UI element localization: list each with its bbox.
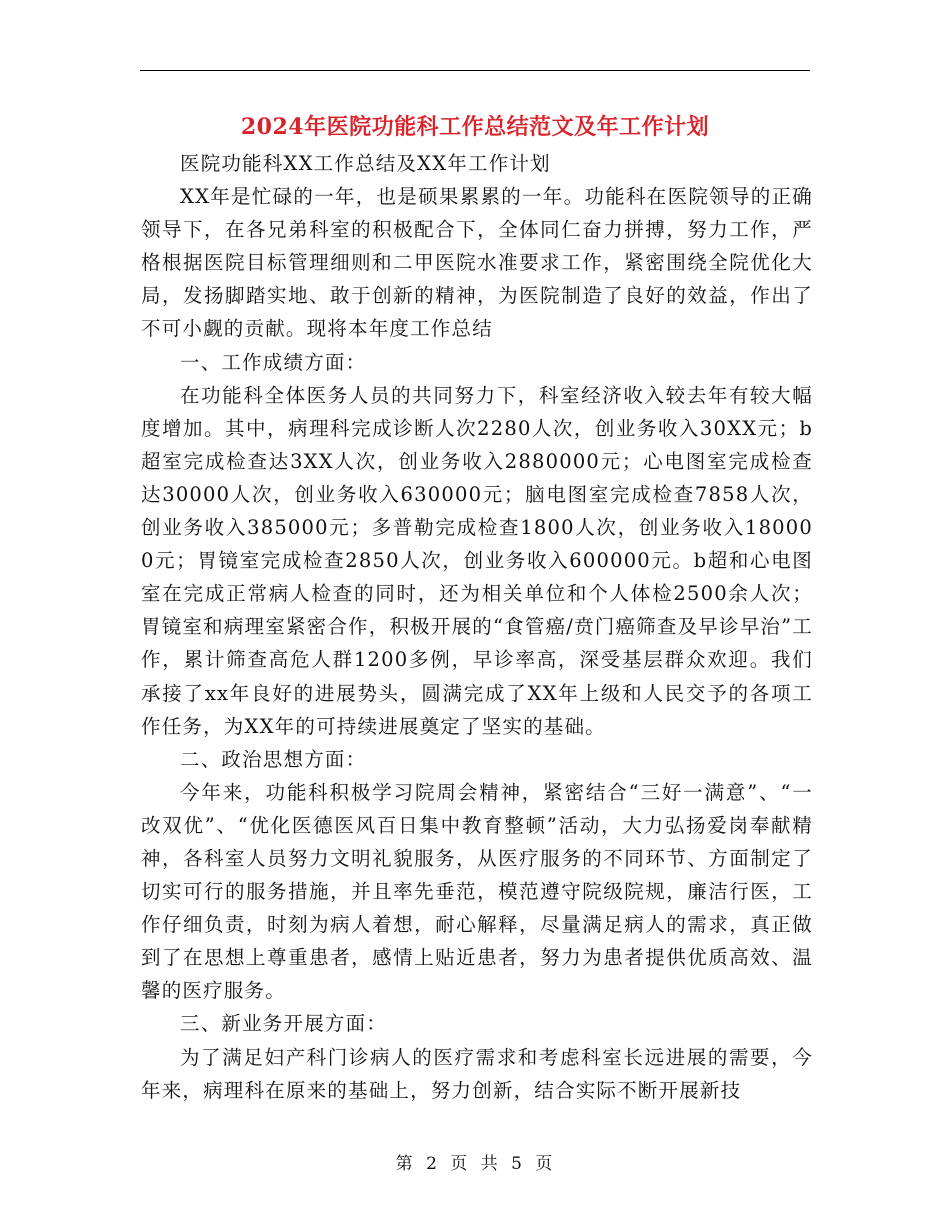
section-heading-achievements: 一、工作成绩方面： <box>180 350 367 374</box>
total-unit: 页 <box>535 1154 555 1174</box>
total-pages: 5 <box>511 1154 524 1174</box>
document-title: 2024年医院功能科工作总结范文及年工作计划 <box>240 114 710 140</box>
document-body <box>141 147 813 1107</box>
page-label: 第 <box>395 1154 415 1174</box>
page-number: 2 <box>426 1154 439 1174</box>
political-paragraph: 今年来，功能科积极学习院周会精神，紧密结合“三好一满意”、“一改双优”、“优化医德医风百日集中教育整顿”活动，大力弘扬爱岗奉献精神，各科室人员努力文明礼貌服务，从医疗服务的不同环节、方面制定了切实可行的服务措施，并且率先垂范，模范遵守院级院规，廉洁行医，工作仔细负责，时刻为病人着想，耐心解释，尽量满足病人的需求，真正做到了在思想上尊重患者，感情上贴近患者，努力为患者提供优质高效、温馨的医疗服务。 <box>141 780 813 1003</box>
section-heading-new-business: 三、新业务开展方面： <box>180 1012 388 1036</box>
intro-paragraph: XX年是忙碌的一年，也是硕果累累的一年。功能科在医院领导的正确领导下，在各兄弟科室的积极配合下，全体同仁奋力拼搏，努力工作，严格根据医院目标管理细则和二甲医院水准要求工作，紧密围绕全院优化大局，发扬脚踏实地、敢于创新的精神，为医院制造了良好的效益，作出了不可小觑的贡献。现将本年度工作总结 <box>141 185 813 341</box>
page-unit: 页 <box>450 1154 470 1174</box>
page-footer <box>0 1152 950 1176</box>
total-label: 共 <box>480 1154 500 1174</box>
achievements-paragraph: 在功能科全体医务人员的共同努力下，科室经济收入较去年有较大幅度增加。其中，病理科完成诊断人次2280人次，创业务收入30XX元；b超室完成检查达3XX人次，创业务收入2880000元；心电图室完成检查达30000人次，创业务收入630000元；脑电图室完成检查7858人次，创业务收入385000元；多普勒完成检查1800人次，创业务收入180000元；胃镜室完成检查2850人次，创业务收入600000元。b超和心电图室在完成正常病人检查的同时，还为相关单位和个人体检2500余人次；胃镜室和病理室紧密合作，积极开展的“食管癌/贲门癌筛查及早诊早治”工作，累计筛查高危人群1200多例，早诊率高，深受基层群众欢迎。我们承接了xx年良好的进展势头，圆满完成了XX年上级和人民交予的各项工作任务，为XX年的可持续进展奠定了坚实的基础。 <box>141 383 813 738</box>
header-rule <box>140 70 810 71</box>
section-heading-political: 二、政治思想方面： <box>180 747 367 771</box>
new-business-paragraph: 为了满足妇产科门诊病人的医疗需求和考虑科室长远进展的需要，今年来，病理科在原来的基础上，努力创新，结合实际不断开展新技 <box>141 1045 813 1102</box>
subtitle-paragraph: 医院功能科XX工作总结及XX年工作计划 <box>180 152 551 175</box>
